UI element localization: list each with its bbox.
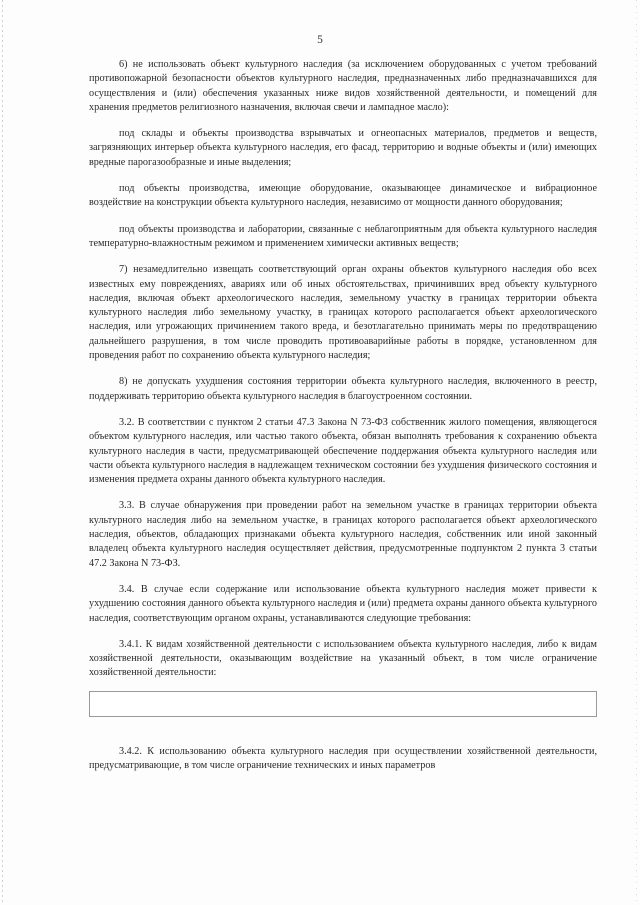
scan-edge-right xyxy=(636,0,637,905)
paragraph-production-equipment: под объекты производства, имеющие оборудование, оказывающее динамическое и вибрационное воздействие на конструкции объекта культурного наследия, независимо от мощности данного оборудования; xyxy=(89,183,597,209)
paragraph-warehouses: под склады и объекты производства взрывчатых и огнеопасных материалов, предметов и веществ, загрязняющих интерьер объекта культурного наследия, его фасад, территорию и водные объекты и (или) имеющих вредные парогазообразные и иные выделения; xyxy=(89,128,597,168)
paragraph-3-4: 3.4. В случае если содержание или использование объекта культурного наследия может привести к ухудшению состояния данного объекта культурного наследия и (или) предмета охраны данного объекта культурного наследия, соответствующим органом охраны, устанавливаются следующие требования: xyxy=(89,583,597,624)
page-number: 5 xyxy=(317,34,323,46)
paragraph-6: 6) не использовать объект культурного наследия (за исключением оборудованных с учетом требований противопожарной безопасности объектов культурного наследия, предназначенных либо предназначавшихся для осуществления и (или) обеспечения указанных ниже видов хозяйственной деятельности, и помещений для хранения предметов религиозного назначения, включая свечи и лампадное масло): xyxy=(89,59,597,113)
paragraph-8: 8) не допускать ухудшения состояния территории объекта культурного наследия, включенного в реестр, поддерживать территорию объекта культурного наследия в благоустроенном состоянии. xyxy=(89,376,597,402)
restriction-text-field[interactable] xyxy=(89,691,597,717)
paragraph-laboratories: под объекты производства и лаборатории, связанные с неблагоприятным для объекта культурного наследия температурно-влажностным режимом и применением химически активных веществ; xyxy=(89,223,597,249)
document-body xyxy=(89,58,597,785)
paragraph-3-4-2: 3.4.2. К использованию объекта культурного наследия при осуществлении хозяйственной деятельности, предусматривающие, в том числе ограничение технических и иных параметров xyxy=(89,745,597,771)
scan-edge-left xyxy=(2,0,3,905)
paragraph-3-3: 3.3. В случае обнаружения при проведении работ на земельном участке в границах территории объекта культурного наследия либо на земельном участке, в границах которого располагается объект археологического наследия, объектов, обладающих признаками объекта культурного наследия, собственник или иной законный владелец объекта культурного наследия осуществляет действия, предусмотренные подпунктом 2 пункта 3 статьи 47.2 Закона N 73-ФЗ. xyxy=(89,500,597,569)
paragraph-3-4-1: 3.4.1. К видам хозяйственной деятельности с использованием объекта культурного наследия, либо к видам хозяйственной деятельности, оказывающим воздействие на указанный объект, в том числе ограничение хозяйственной деятельности: xyxy=(89,638,597,679)
paragraph-3-2: 3.2. В соответствии с пунктом 2 статьи 47.3 Закона N 73-ФЗ собственник жилого помещения, являющегося объектом культурного наследия, или частью такого объекта, обязан выполнять требования к сохранению объекта культурного наследия в части, предусматривающей обеспечение поддержания объекта культурного наследия или части объекта культурного наследия в надлежащем техническом состоянии без ухудшения физического состояния и изменения предмета охраны данного объекта культурного наследия. xyxy=(89,416,597,486)
paragraph-7: 7) незамедлительно извещать соответствующий орган охраны объектов культурного наследия обо всех известных ему повреждениях, авариях или об иных обстоятельствах, причинивших вред объекту культурного наследия, включая объект археологического наследия, земельному участку в границах территории объекта культурного наследия либо земельному участку, в границах которого располагается объект археологического наследия, или угрожающих причинением такого вреда, и безотлагательно принимать меры по предотвращению дальнейшего разрушения, в том числе проводить противоаварийные работы в порядке, установленном для проведения работ по сохранению объекта культурного наследия; xyxy=(89,264,597,362)
